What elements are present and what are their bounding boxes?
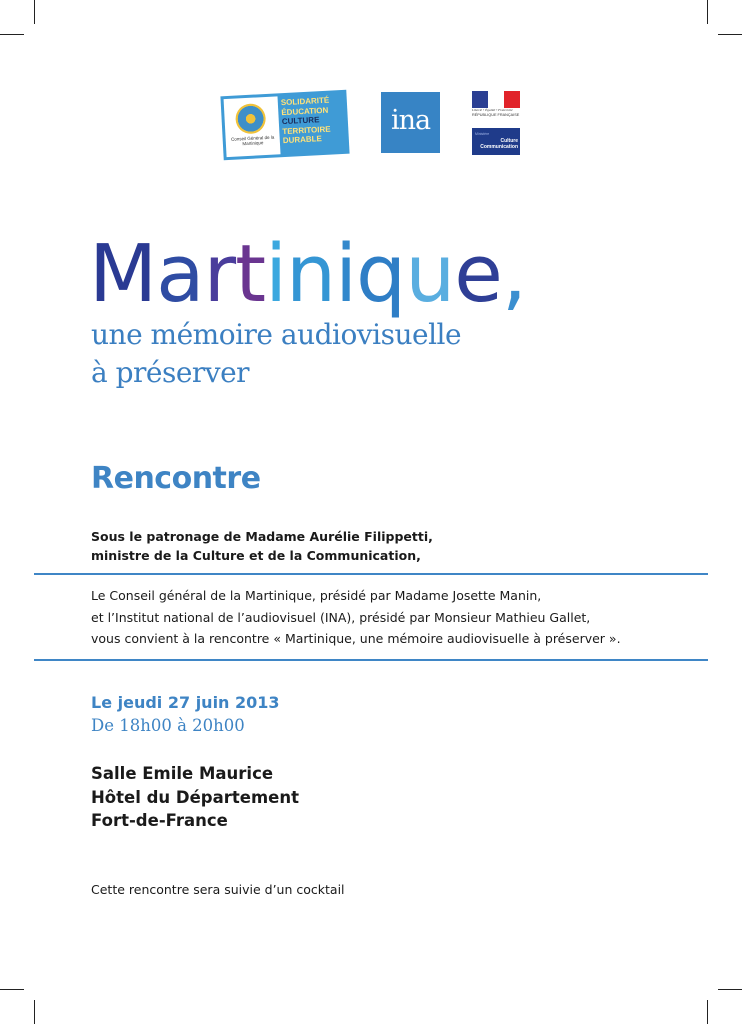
republique-francaise-logo bbox=[472, 91, 520, 155]
logo-word: DURABLE bbox=[282, 134, 323, 146]
title-letter: , bbox=[501, 228, 527, 320]
title-letter: i bbox=[265, 228, 287, 320]
conseil-general-logo bbox=[220, 90, 349, 161]
title-letter: q bbox=[356, 228, 406, 320]
invitation-text: Le Conseil général de la Martinique, présidé par Madame Josette Manin, et l’Institut national de l’audiovisuel (INA), présidé par Monsieur Mathieu Gallet, vous convient à la rencontre « Martinique, une mémoire audiovisuelle à préserver ». bbox=[91, 588, 621, 646]
title-letter: e bbox=[454, 228, 502, 320]
ministry-name: Culture Communication bbox=[480, 138, 518, 150]
crop-mark bbox=[0, 34, 24, 35]
republic-motto: Liberté • Égalité • Fraternité bbox=[472, 108, 513, 112]
marianne-flag-icon bbox=[472, 91, 520, 108]
event-date: Le jeudi 27 juin 2013 bbox=[91, 693, 280, 712]
flag-white-band bbox=[488, 91, 504, 108]
logo-word: ÉDUCATION bbox=[281, 105, 329, 117]
title-letter: t bbox=[235, 228, 266, 320]
subtitle-line-2: à préserver bbox=[91, 356, 250, 389]
section-heading: Rencontre bbox=[91, 461, 261, 496]
ministry-block bbox=[472, 128, 520, 155]
conseil-general-words bbox=[281, 96, 332, 146]
title-letter: n bbox=[286, 228, 336, 320]
ministry-label: Ministère bbox=[475, 132, 490, 136]
logo-word: SOLIDARITÉ bbox=[280, 95, 330, 108]
crop-mark bbox=[718, 34, 742, 35]
republic-name: RÉPUBLIQUE FRANÇAISE bbox=[472, 113, 520, 117]
flag-blue-band bbox=[472, 91, 488, 108]
crop-mark bbox=[707, 0, 708, 24]
divider-top bbox=[34, 573, 708, 575]
logo-word: TERRITOIRE bbox=[282, 124, 331, 136]
main-title bbox=[89, 224, 526, 324]
title-letter: a bbox=[156, 228, 204, 320]
logo-word: CULTURE bbox=[281, 115, 320, 127]
subtitle bbox=[91, 316, 461, 392]
patronage-text: Sous le patronage de Madame Aurélie Filippetti, ministre de la Culture et de la Communication, bbox=[91, 529, 433, 563]
event-time: De 18h00 à 20h00 bbox=[91, 716, 245, 735]
divider-bottom bbox=[34, 659, 708, 661]
subtitle-line-1: une mémoire audiovisuelle bbox=[91, 318, 462, 351]
crop-mark bbox=[34, 0, 35, 24]
venue-address: Salle Emile Maurice Hôtel du Département Fort-de-France bbox=[91, 764, 299, 830]
flag-red-band bbox=[504, 91, 520, 108]
ina-logo: ina bbox=[381, 92, 440, 153]
title-letter: u bbox=[405, 228, 455, 320]
title-letter: r bbox=[203, 228, 236, 320]
conseil-general-name: Conseil Général de la Martinique bbox=[230, 134, 275, 147]
crop-mark bbox=[0, 989, 24, 990]
crop-mark bbox=[34, 1000, 35, 1024]
title-letter: M bbox=[89, 228, 157, 320]
title-letter: i bbox=[335, 228, 357, 320]
crop-mark bbox=[718, 989, 742, 990]
footer-note: Cette rencontre sera suivie d’un cocktail bbox=[91, 882, 345, 897]
crop-mark bbox=[707, 1000, 708, 1024]
